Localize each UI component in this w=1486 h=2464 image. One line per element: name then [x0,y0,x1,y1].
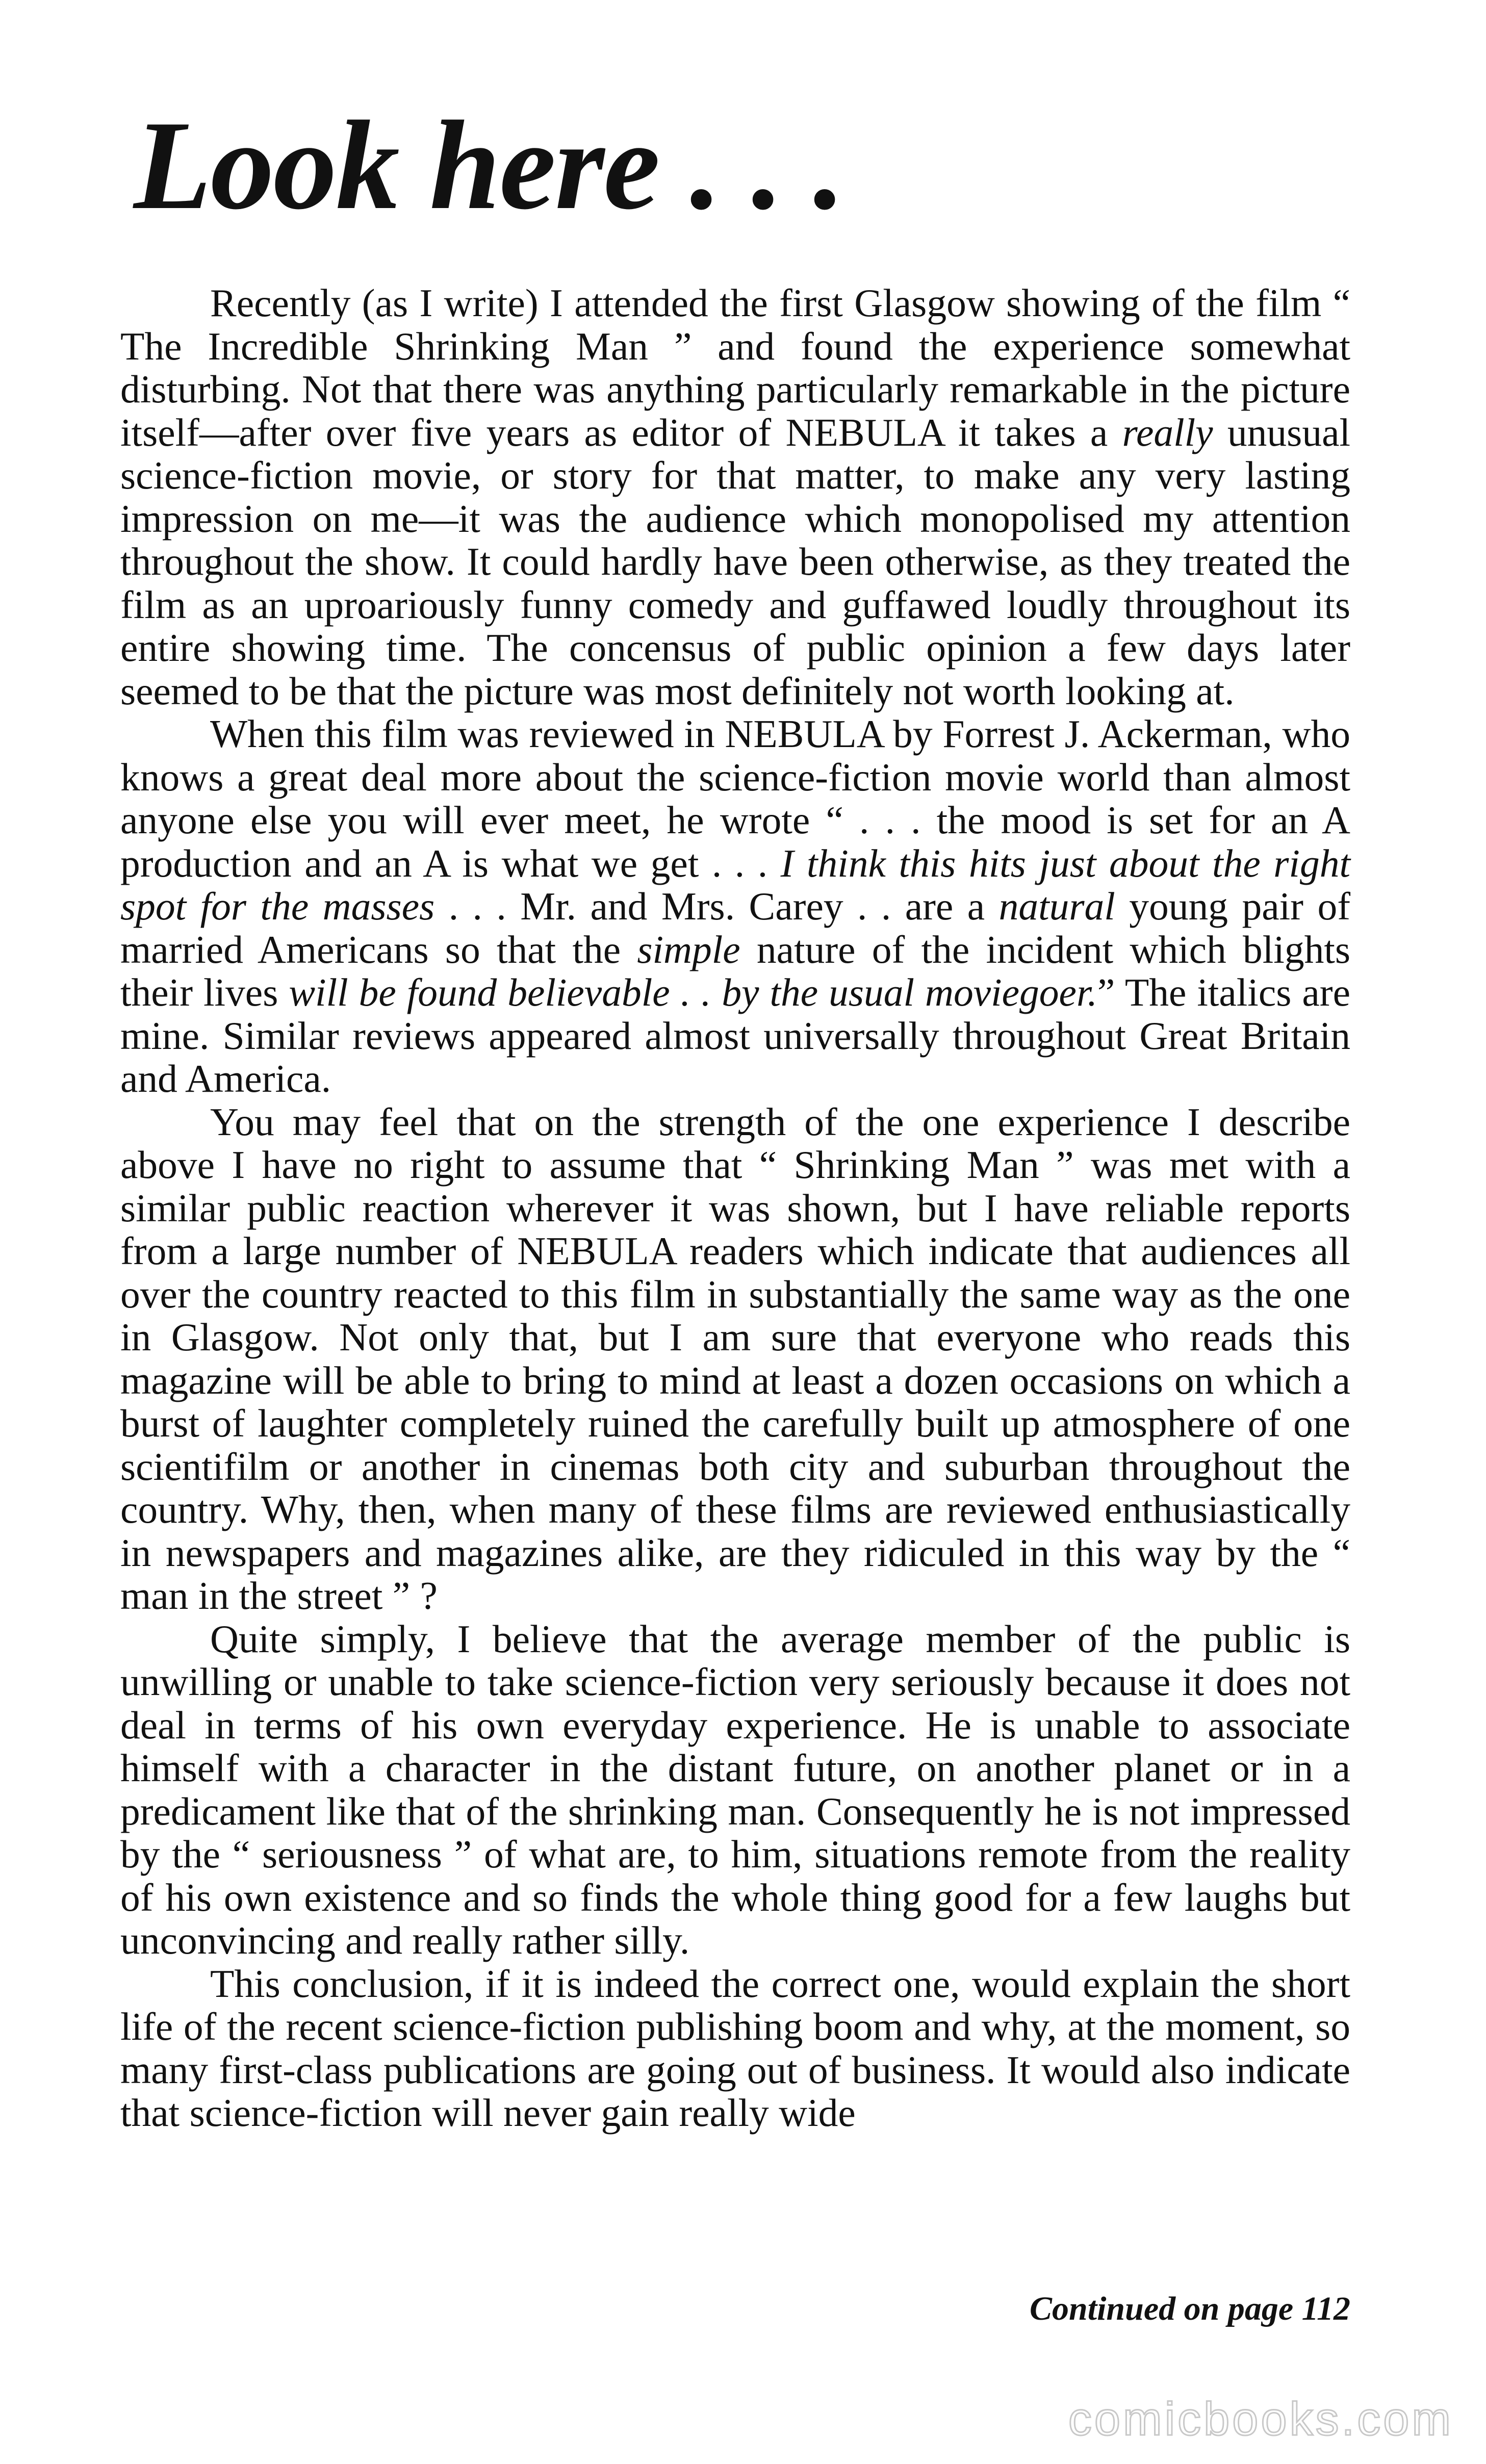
italic-run: really [1122,410,1213,454]
text-run: ” The italics are mine. Similar reviews appeared almost universally throughout Great Britain and America. [120,970,1350,1100]
text-run: This conclusion, if it is indeed the correct one, would explain the short life of the recent science-fiction publishing boom and why, at the moment, so many first-class publications are going out of business. It would also indicate that science-fiction will never gain really wide [120,1961,1350,2135]
article-body [120,281,1350,2135]
watermark-text: comicbooks.com [1068,2393,1453,2445]
text-run: young pair of married Americans so that the [120,884,1350,971]
paragraph-2 [120,712,1350,1100]
text-run: unusual science-fiction movie, or story for that matter, to make any very lasting impression on me—it was the audience which monopolised my attention throughout the show. It could hardly have been otherwise, as they treated the film as an uproariously funny comedy and guffawed loudly throughout its entire showing time. The concensus of public opinion a few days later seemed to be that the picture was most definitely not worth looking at. [120,410,1351,713]
text-run: Recently (as I write) I attended the first Glasgow showing of the film “ The Incredible Shrinking Man ” and found the experience somewhat disturbing. Not that there was anything particularly remarkable in the picture itself—after over five years as editor of NEBULA it takes a [120,281,1350,454]
italic-run: will be found believable . . by the usual moviegoer. [289,970,1097,1014]
text-run: When this film was reviewed in NEBULA by Forrest J. Ackerman, who knows a great deal more about the science-fiction movie world than almost anyone else you will ever meet, he wrote “ . . . the mood is set for an A production and an A is what we get . . . [120,712,1350,885]
continued-note: Continued on page 112 [1030,2290,1350,2327]
paragraph-3 [120,1100,1350,1618]
text-run: nature of the incident which blights their lives [120,927,1351,1014]
text-run: . . . Mr. and Mrs. Carey . . are a [434,884,999,928]
paragraph-1 [120,281,1350,712]
paragraph-4 [120,1618,1350,1962]
text-run: You may feel that on the strength of the one experience I describe above I have no right to assume that “ Shrinking Man ” was met with a similar public reaction wherever it was shown, but I have reliable reports from a large number of NEBULA readers which indicate that audiences all over the country reacted to this film in substantially the same way as the one in Glasgow. Not only that, but I am sure that everyone who reads this magazine will be able to bring to mind at least a dozen occasions on which a burst of laughter completely ruined the carefully built up atmosphere of one scientifilm or another in cinemas both city and suburban throughout the country. Why, then, when many of these films are reviewed enthusiastically in newspapers and magazines alike, are they ridiculed in this way by the “ man in the street ” ? [120,1099,1350,1618]
italic-run: I think this hits just about the right spot for the masses [120,841,1350,928]
paragraph-5 [120,1962,1350,2135]
italic-run: natural [998,884,1115,928]
article-title: Look here . . . [134,95,844,236]
italic-run: simple [637,927,740,971]
text-run: Quite simply, I believe that the average member of the public is unwilling or unable to take science-fiction very seriously because it does not deal in terms of his own everyday experience. He is unable to associate himself with a character in the distant future, on another planet or in a predicament like that of the shrinking man. Consequently he is not impressed by the “ seriousness ” of what are, to him, situations remote from the reality of his own existence and so finds the whole thing good for a few laughs but unconvincing and really rather silly. [120,1616,1350,1962]
